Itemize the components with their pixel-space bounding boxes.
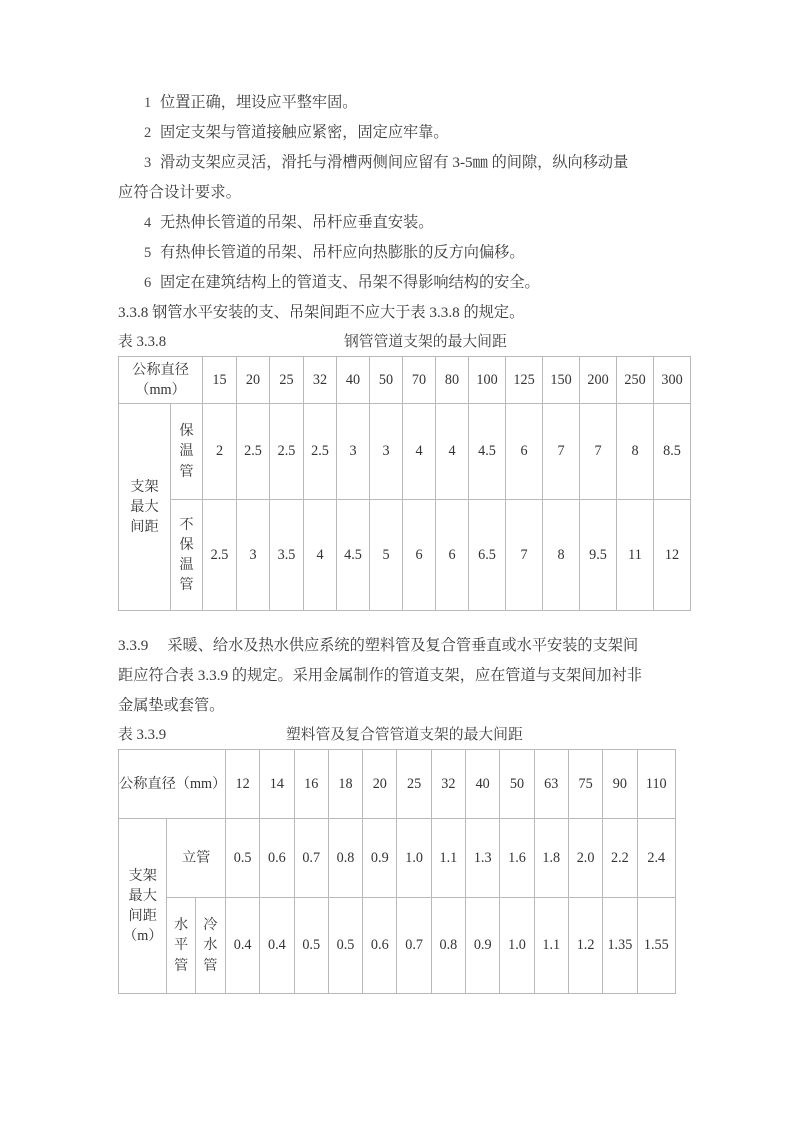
table-cell: 110 — [637, 750, 675, 819]
list-item-number: 6 — [144, 275, 152, 291]
table-row — [119, 357, 691, 404]
list-item-text: 有热伸长管道的吊架、吊杆应向热膨胀的反方向偏移。 — [160, 244, 525, 261]
table-cell: 1.1 — [431, 819, 465, 898]
list-item — [118, 208, 676, 238]
table-cell: 200 — [580, 357, 617, 404]
table-cell: 12 — [225, 750, 259, 819]
list-item-text: 滑动支架应灵活，滑托与滑槽两侧间应留有 3-5㎜ 的间隙，纵向移动量 — [160, 154, 629, 171]
table-cell: 1.3 — [466, 819, 500, 898]
list-item — [118, 268, 676, 298]
table-cell: 0.9 — [466, 898, 500, 994]
table-339 — [118, 749, 676, 994]
table-339-row-group-label: 支架 最大 间距 （m） — [119, 819, 167, 994]
section-3-3-9-line1: 3.3.9 采暖、给水及热水供应系统的塑料管及复合管垂直或水平安装的支架间 — [118, 637, 639, 654]
table-cell: 0.7 — [294, 819, 328, 898]
table-cell: 3.5 — [270, 500, 304, 611]
table-cell: 6 — [506, 404, 543, 500]
list-item-number: 2 — [144, 125, 152, 141]
table-cell: 2.5 — [237, 404, 270, 500]
table-cell: 9.5 — [580, 500, 617, 611]
table-row — [119, 898, 676, 994]
table-338-row-group-label: 支架 最大 间距 — [119, 404, 171, 611]
table-cell: 0.8 — [431, 898, 465, 994]
section-3-3-8: 3.3.8 钢管水平安装的支、吊架间距不应大于表 3.3.8 的规定。 — [118, 304, 525, 321]
list-item — [118, 118, 676, 148]
table-cell: 0.9 — [363, 819, 397, 898]
table-cell: 2.0 — [568, 819, 602, 898]
table-cell: 2 — [203, 404, 237, 500]
table-cell: 3 — [337, 404, 370, 500]
table-cell: 90 — [603, 750, 637, 819]
table-cell: 40 — [337, 357, 370, 404]
table-cell: 25 — [270, 357, 304, 404]
table-cell: 14 — [260, 750, 294, 819]
table-cell: 300 — [654, 357, 691, 404]
table-cell: 11 — [617, 500, 654, 611]
table-row — [119, 404, 691, 500]
table-row — [119, 819, 676, 898]
list-item — [118, 88, 676, 118]
table-339-caption-number: 表 3.3.9 — [118, 727, 167, 743]
table-cell: 4 — [436, 404, 469, 500]
section-3-3-9-line3: 金属垫或套管。 — [118, 697, 225, 714]
table-cell: 6.5 — [469, 500, 506, 611]
table-cell: 0.5 — [225, 819, 259, 898]
table-cell: 6 — [403, 500, 436, 611]
table-338-caption — [118, 328, 676, 356]
table-cell: 7 — [543, 404, 580, 500]
table-cell: 4 — [304, 500, 337, 611]
list-item — [118, 148, 676, 178]
table-cell: 7 — [580, 404, 617, 500]
table-cell: 70 — [403, 357, 436, 404]
table-339-horizontal-label: 水 平 管 — [167, 898, 195, 994]
table-cell: 2.5 — [270, 404, 304, 500]
table-338-caption-number: 表 3.3.8 — [118, 334, 167, 350]
table-339-coldwater-label: 冷 水 管 — [195, 898, 225, 994]
table-cell: 8 — [543, 500, 580, 611]
table-row — [119, 750, 676, 819]
section-3-3-9-line2: 距应符合表 3.3.9 的规定。采用金属制作的管道支架，应在管道与支架间加衬非 — [118, 667, 642, 684]
table-339-header-label: 公称直径（mm） — [119, 750, 226, 819]
list-item-text: 位置正确，埋设应平整牢固。 — [160, 94, 358, 111]
table-cell: 2.2 — [603, 819, 637, 898]
table-cell: 16 — [294, 750, 328, 819]
table-cell: 100 — [469, 357, 506, 404]
table-cell: 1.35 — [603, 898, 637, 994]
table-cell: 0.6 — [363, 898, 397, 994]
table-cell: 7 — [506, 500, 543, 611]
table-cell: 1.0 — [397, 819, 431, 898]
table-cell: 5 — [370, 500, 403, 611]
table-cell: 3 — [237, 500, 270, 611]
table-cell: 15 — [203, 357, 237, 404]
table-cell: 125 — [506, 357, 543, 404]
table-338 — [118, 356, 691, 611]
table-cell: 0.5 — [294, 898, 328, 994]
table-cell: 150 — [543, 357, 580, 404]
table-338-uninsulated-label: 不 保 温 管 — [171, 500, 203, 611]
table-cell: 0.7 — [397, 898, 431, 994]
table-339-caption-title: 塑料管及复合管管道支架的最大间距 — [286, 727, 523, 743]
table-cell: 8 — [617, 404, 654, 500]
table-338-header-label: 公称直径 （mm） — [119, 357, 203, 404]
table-cell: 40 — [466, 750, 500, 819]
table-cell: 32 — [431, 750, 465, 819]
list-item-number: 4 — [144, 215, 152, 231]
table-cell: 1.0 — [500, 898, 534, 994]
list-item-text: 无热伸长管道的吊架、吊杆应垂直安装。 — [160, 214, 434, 231]
table-339-vertical-label: 立管 — [167, 819, 226, 898]
table-cell: 63 — [534, 750, 568, 819]
table-cell: 80 — [436, 357, 469, 404]
table-cell: 25 — [397, 750, 431, 819]
list-item-number: 5 — [144, 245, 152, 261]
table-cell: 6 — [436, 500, 469, 611]
table-339-caption — [118, 721, 676, 749]
table-cell: 20 — [363, 750, 397, 819]
table-cell: 4 — [403, 404, 436, 500]
table-cell: 8.5 — [654, 404, 691, 500]
table-cell: 0.5 — [328, 898, 362, 994]
table-cell: 4.5 — [469, 404, 506, 500]
table-cell: 2.5 — [203, 500, 237, 611]
table-cell: 1.55 — [637, 898, 675, 994]
table-cell: 12 — [654, 500, 691, 611]
table-cell: 3 — [370, 404, 403, 500]
table-cell: 0.4 — [225, 898, 259, 994]
list-item-number: 1 — [144, 95, 152, 111]
table-cell: 0.6 — [260, 819, 294, 898]
table-row — [119, 500, 691, 611]
list-item-3-continuation: 应符合设计要求。 — [118, 184, 242, 201]
table-cell: 1.8 — [534, 819, 568, 898]
table-cell: 32 — [304, 357, 337, 404]
table-cell: 0.4 — [260, 898, 294, 994]
list-item — [118, 238, 676, 268]
table-cell: 1.2 — [568, 898, 602, 994]
table-cell: 2.5 — [304, 404, 337, 500]
table-cell: 50 — [370, 357, 403, 404]
table-cell: 18 — [328, 750, 362, 819]
table-cell: 2.4 — [637, 819, 675, 898]
list-item-text: 固定支架与管道接触应紧密，固定应牢靠。 — [160, 124, 449, 141]
table-cell: 4.5 — [337, 500, 370, 611]
page-content — [118, 88, 683, 994]
table-cell: 1.1 — [534, 898, 568, 994]
table-338-caption-title: 钢管管道支架的最大间距 — [344, 334, 507, 350]
table-cell: 75 — [568, 750, 602, 819]
table-cell: 0.8 — [328, 819, 362, 898]
list-item-number: 3 — [144, 155, 152, 171]
table-338-insulated-label: 保 温 管 — [171, 404, 203, 500]
table-cell: 1.6 — [500, 819, 534, 898]
table-cell: 20 — [237, 357, 270, 404]
table-cell: 50 — [500, 750, 534, 819]
table-cell: 250 — [617, 357, 654, 404]
list-item-text: 固定在建筑结构上的管道支、吊架不得影响结构的安全。 — [160, 274, 540, 291]
